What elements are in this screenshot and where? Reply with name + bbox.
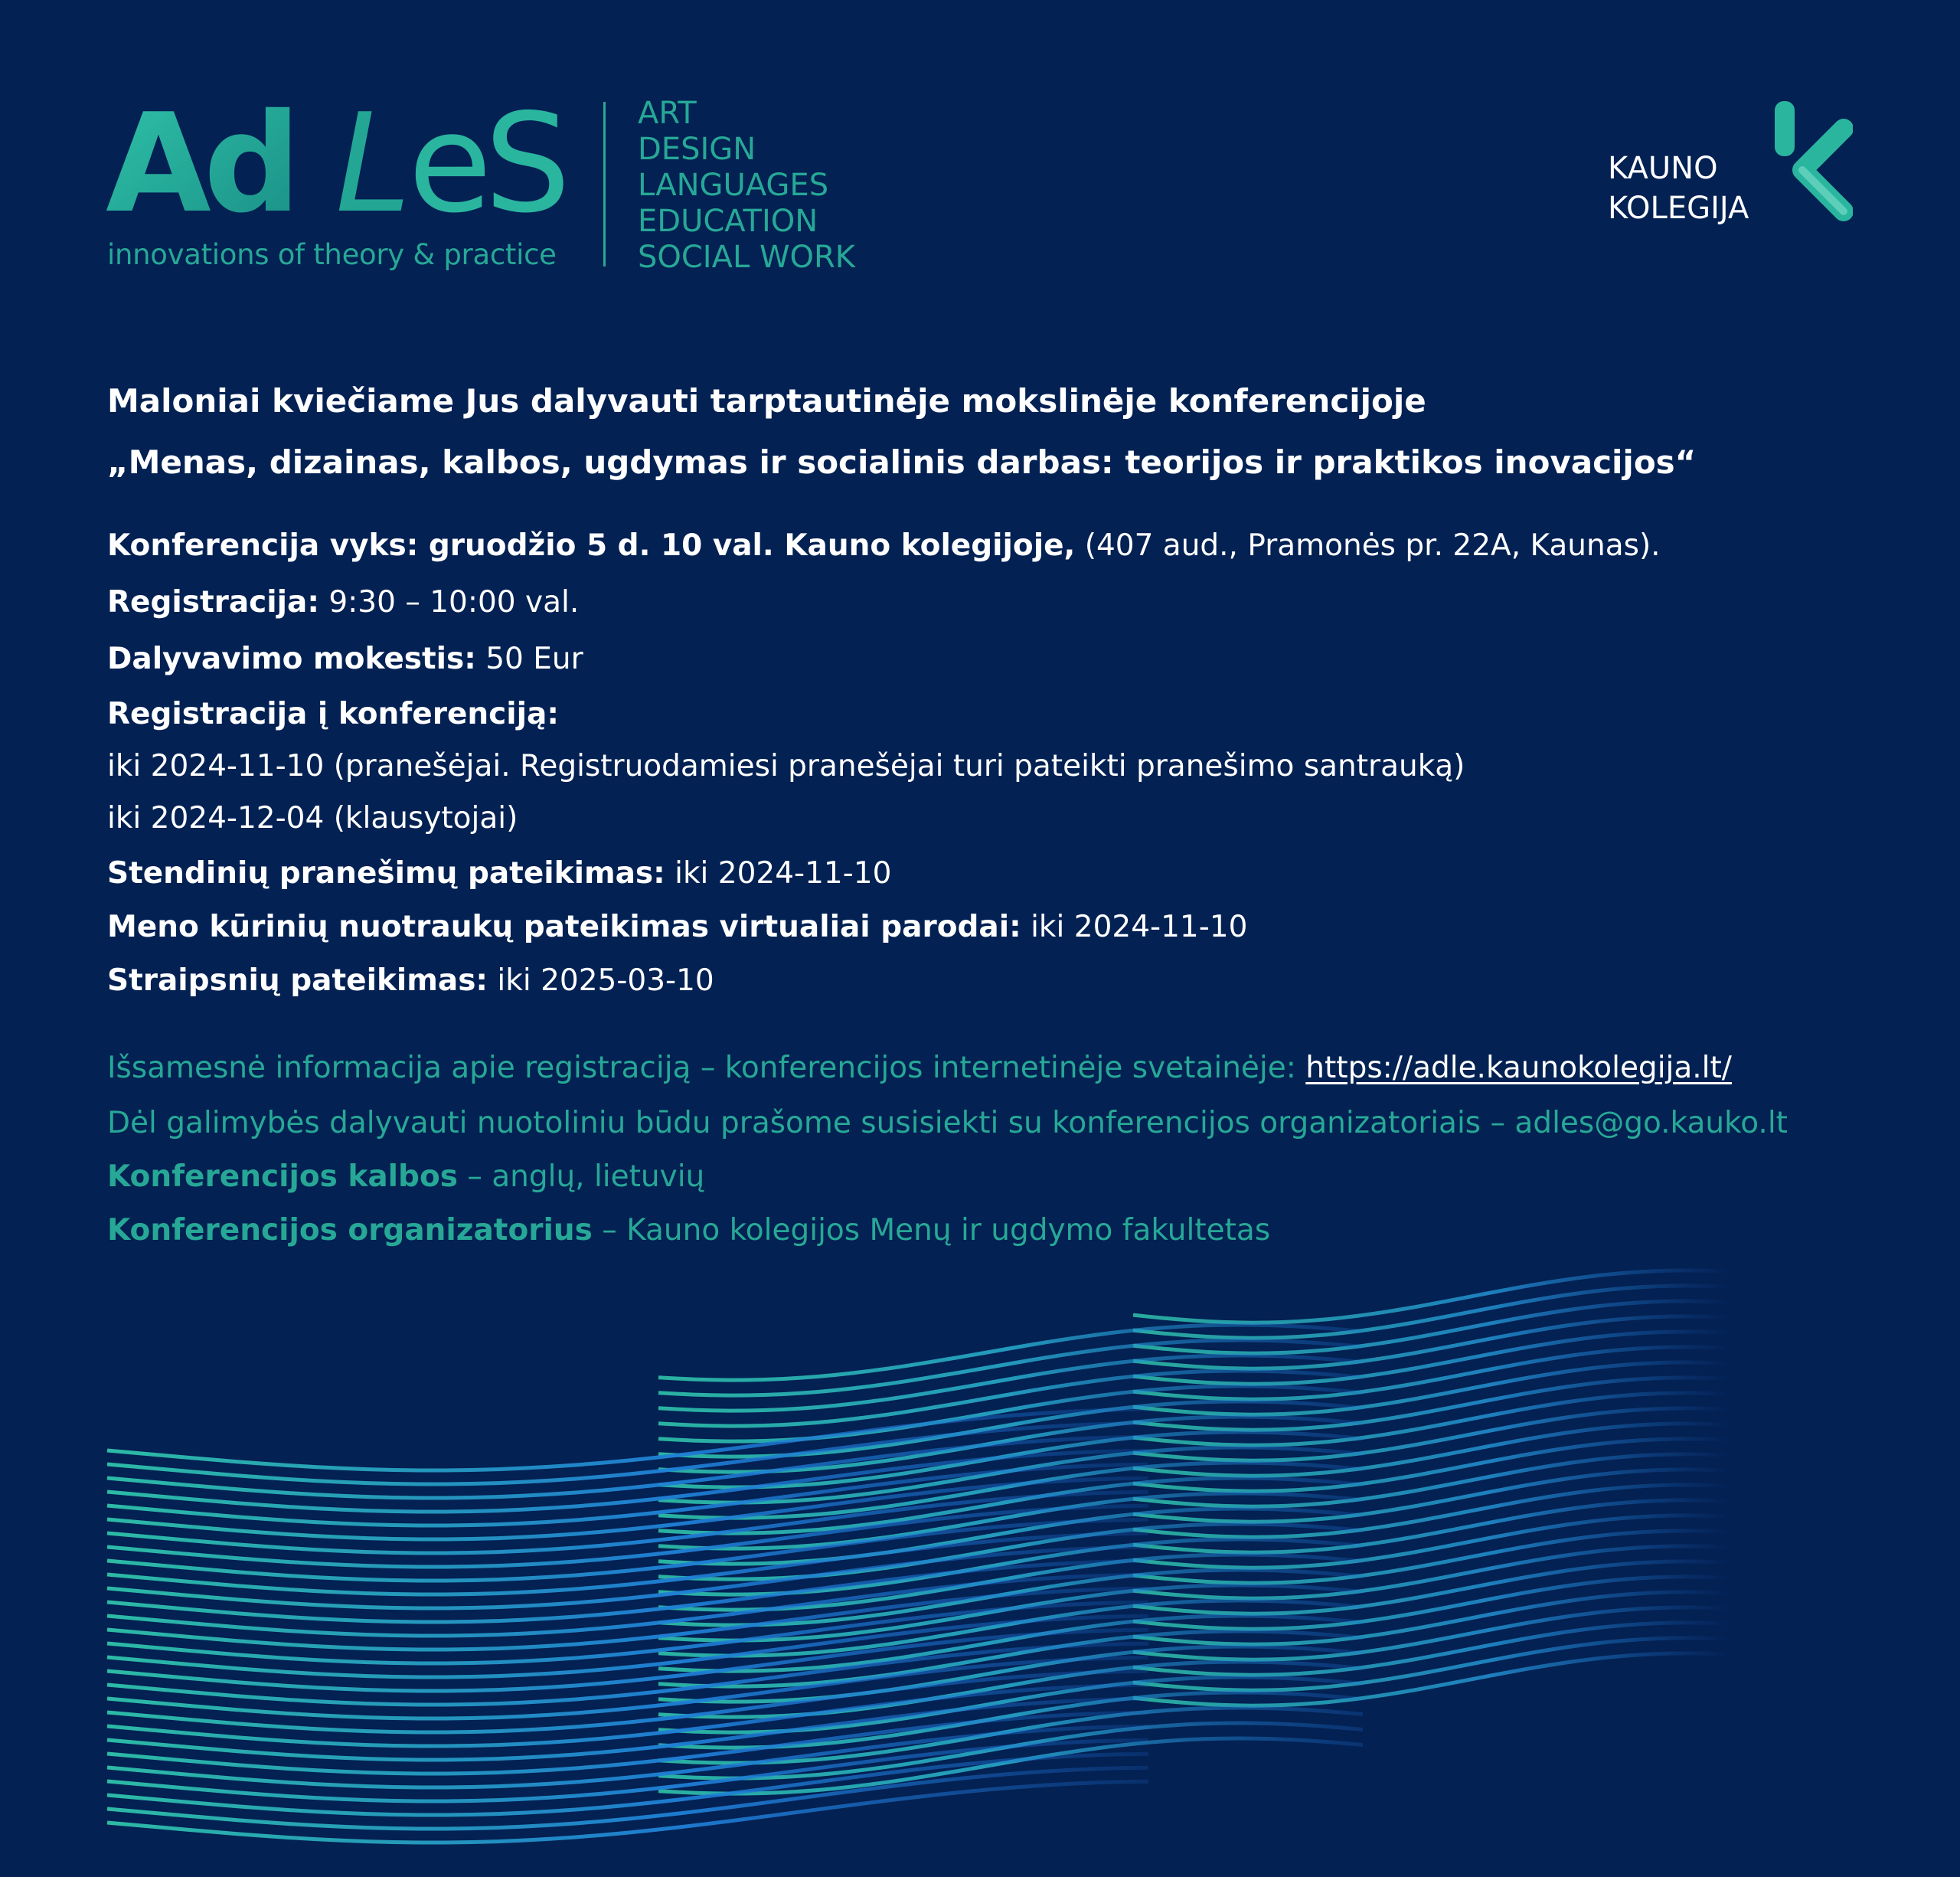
wave-band-right xyxy=(1133,1270,1730,1705)
field-education: EDUCATION xyxy=(638,204,818,239)
art-label: Meno kūrinių nuotraukų pateikimas virtualiai parodai: xyxy=(107,910,1021,944)
field-art: ART xyxy=(638,96,697,131)
invitation-heading xyxy=(107,371,1868,493)
articles-label: Straipsnių pateikimas: xyxy=(107,963,488,998)
website-link[interactable]: https://adle.kaunokolegija.lt/ xyxy=(1305,1051,1732,1085)
signup-row xyxy=(107,697,559,731)
venue-value: (407 aud., Pramonės pr. 22A, Kaunas). xyxy=(1075,528,1661,563)
venue-row xyxy=(107,528,1661,563)
decorative-waves xyxy=(0,1264,1960,1861)
signup-listeners: iki 2024-12-04 (klausytojai) xyxy=(107,801,518,835)
signup-label: Registracija į konferenciją: xyxy=(107,697,559,731)
wave-line xyxy=(1133,1270,1730,1323)
field-social-work: SOCIAL WORK xyxy=(638,240,856,275)
svg-text:Ad: Ad xyxy=(106,96,294,226)
wave-line xyxy=(1133,1286,1730,1338)
kauno-kolegija-logo xyxy=(1608,100,1853,230)
adles-fields-list xyxy=(638,96,855,276)
fee-label: Dalyvavimo mokestis: xyxy=(107,642,476,676)
organizer-row xyxy=(107,1213,1270,1248)
wave-band-middle xyxy=(658,1325,1363,1794)
adles-logo xyxy=(106,96,887,280)
invitation-line: Maloniai kviečiame Jus dalyvauti tarptautinėje mokslinėje konferencijoje xyxy=(107,382,1426,420)
languages-value: – anglų, lietuvių xyxy=(457,1159,705,1194)
wave-line xyxy=(107,1409,1148,1470)
articles-row xyxy=(107,963,714,998)
venue-label: Konferencija vyks: gruodžio 5 d. 10 val. Kauno kolegijoje, xyxy=(107,528,1076,563)
languages-row xyxy=(107,1159,704,1194)
articles-value: iki 2025-03-10 xyxy=(488,963,714,998)
svg-text:eS: eS xyxy=(408,96,564,226)
signup-speakers: iki 2024-11-10 (pranešėjai. Registruodamiesi pranešėjai turi pateikti pranešimo santrauką) xyxy=(107,749,1465,783)
kauno-kolegija-name xyxy=(1608,149,1749,228)
website-intro: Išsamesnė informacija apie registraciją – konferencijos internetinėje svetainėje: xyxy=(107,1051,1306,1085)
conference-title: „Menas, dizainas, kalbos, ugdymas ir socialinis darbas: teorijos ir praktikos inovacijos“ xyxy=(107,443,1697,481)
posters-value: iki 2024-11-10 xyxy=(665,856,892,891)
adles-tagline: innovations of theory & practice xyxy=(107,238,557,271)
languages-label: Konferencijos kalbos xyxy=(107,1159,458,1194)
art-exhibition-row xyxy=(107,910,1247,944)
posters-row xyxy=(107,856,891,891)
website-row xyxy=(107,1051,1732,1085)
remote-participation: Dėl galimybės dalyvauti nuotoliniu būdu prašome susisiekti su konferencijos organizatoriais – adles@go.kauko.lt xyxy=(107,1106,1788,1140)
fee-value: 50 Eur xyxy=(475,642,583,676)
registration-time-row xyxy=(107,585,579,620)
registration-label: Registracija: xyxy=(107,585,319,620)
registration-value: 9:30 – 10:00 val. xyxy=(318,585,580,620)
logo-divider xyxy=(603,102,606,267)
fee-row xyxy=(107,642,583,676)
field-languages: LANGUAGES xyxy=(638,168,829,203)
art-value: iki 2024-11-10 xyxy=(1021,910,1248,944)
organizer-label: Konferencijos organizatorius xyxy=(107,1213,593,1248)
kk-name-line2: KOLEGIJA xyxy=(1608,191,1749,226)
svg-text:L: L xyxy=(335,96,406,226)
kk-logo-icon xyxy=(1769,100,1853,222)
posters-label: Stendinių pranešimų pateikimas: xyxy=(107,856,665,891)
kk-name-line1: KAUNO xyxy=(1608,151,1718,186)
adles-wordmark-logo xyxy=(106,96,580,226)
field-design: DESIGN xyxy=(638,132,756,167)
wave-line xyxy=(1133,1301,1730,1353)
organizer-value: – Kauno kolegijos Menų ir ugdymo fakultetas xyxy=(592,1213,1271,1248)
